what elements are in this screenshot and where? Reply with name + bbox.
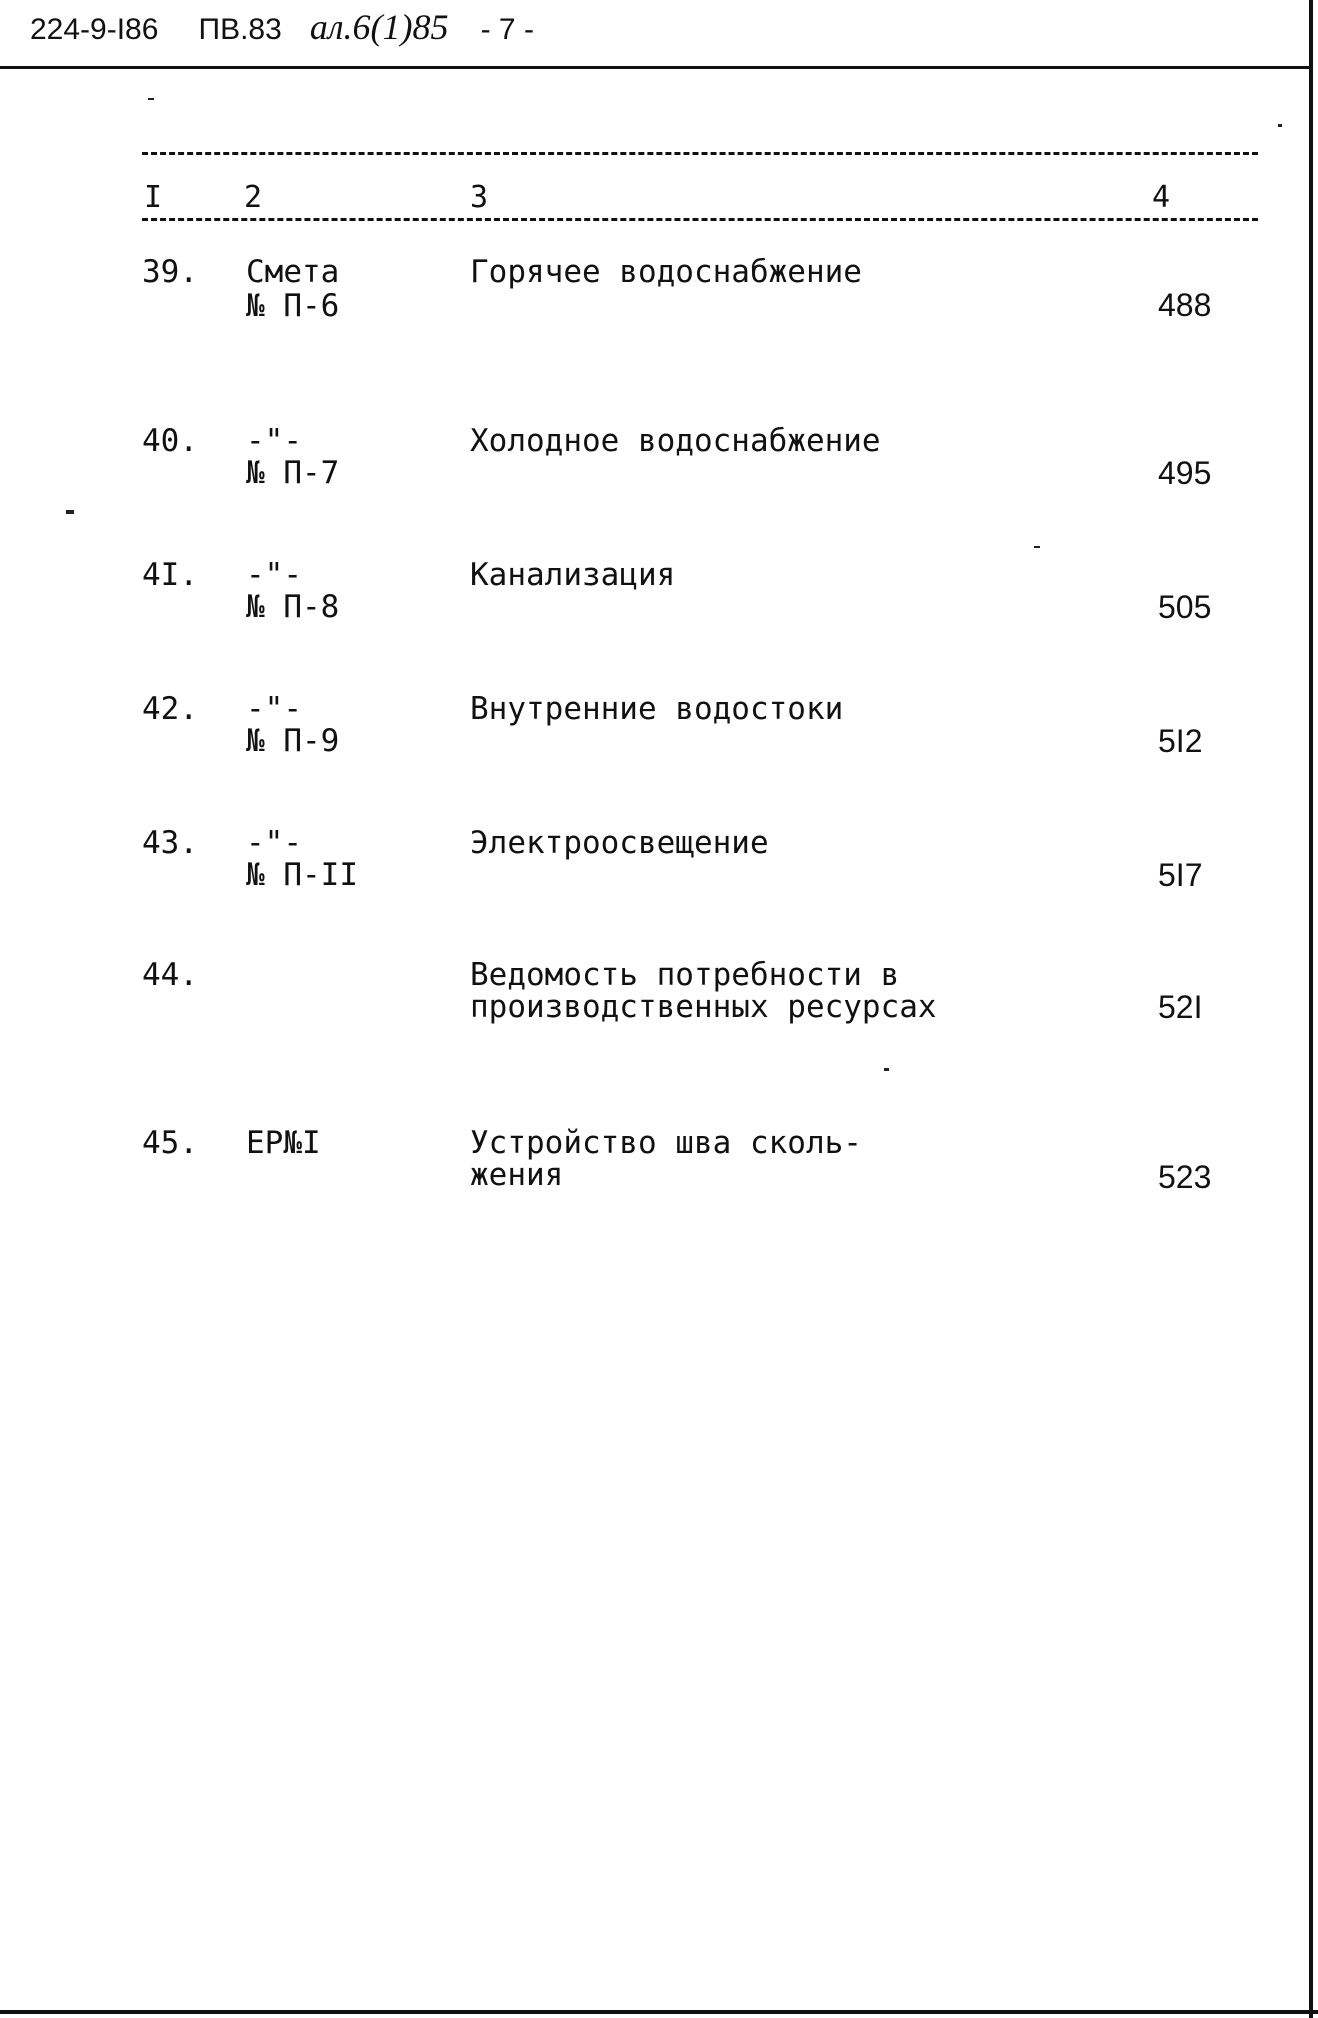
scan-speck <box>1034 546 1040 548</box>
table-top-rule <box>142 152 1258 155</box>
row-title: Горячее водоснабжение <box>470 254 862 290</box>
row-title: Внутренние водостоки <box>470 691 844 727</box>
row-title-continued: жения <box>470 1157 564 1193</box>
row-title: Ведомость потребности в <box>470 957 900 993</box>
row-reference-number: № П-8 <box>246 589 340 625</box>
page-header <box>30 6 534 56</box>
row-page: 505 <box>1158 589 1212 625</box>
frame-right-border <box>1309 0 1313 2018</box>
row-title: Холодное водоснабжение <box>470 423 881 459</box>
column-number-2: 2 <box>244 180 263 215</box>
row-title: Устройство шва сколь- <box>470 1125 862 1161</box>
handwritten-note: ал.6(1)85 <box>309 7 449 47</box>
row-reference: Смета <box>246 254 340 290</box>
row-reference-number: № П-II <box>246 857 358 893</box>
row-number: 39. <box>142 254 198 290</box>
row-number: 4I. <box>142 557 198 593</box>
column-number-3: 3 <box>470 180 489 215</box>
row-title-continued: производственных ресурсах <box>470 989 937 1025</box>
row-reference-number: № П-7 <box>246 455 340 491</box>
row-page: 5I2 <box>1158 723 1203 759</box>
column-header-rule <box>142 218 1258 221</box>
row-number: 43. <box>142 825 198 861</box>
scan-speck <box>884 1068 889 1071</box>
row-number: 45. <box>142 1125 198 1161</box>
row-reference: -"- <box>246 423 302 459</box>
row-reference: ЕР№I <box>246 1125 321 1161</box>
row-page: 495 <box>1158 455 1212 491</box>
scan-speck <box>66 510 74 514</box>
scan-speck <box>148 98 154 100</box>
frame-bottom-border <box>0 2010 1318 2014</box>
document-code: 224-9-I86 <box>30 13 159 46</box>
row-page: 5I7 <box>1158 857 1203 893</box>
row-title: Канализация <box>470 557 676 593</box>
column-number-4: 4 <box>1152 180 1171 215</box>
row-reference: -"- <box>246 825 302 861</box>
row-number: 44. <box>142 957 198 993</box>
column-number-1: I <box>144 180 163 215</box>
row-reference: -"- <box>246 557 302 593</box>
row-reference-number: № П-6 <box>246 288 340 324</box>
frame-top-border <box>0 66 1312 69</box>
scan-speck <box>1278 124 1282 127</box>
row-title: Электроосвещение <box>470 825 769 861</box>
row-number: 42. <box>142 691 198 727</box>
page-number: - 7 - <box>480 13 534 46</box>
row-reference-number: № П-9 <box>246 723 340 759</box>
row-page: 488 <box>1158 287 1212 323</box>
row-reference: -"- <box>246 691 302 727</box>
row-page: 52I <box>1158 989 1203 1025</box>
row-number: 40. <box>142 423 198 459</box>
row-page: 523 <box>1158 1159 1212 1195</box>
document-series: ПВ.83 <box>198 13 282 46</box>
